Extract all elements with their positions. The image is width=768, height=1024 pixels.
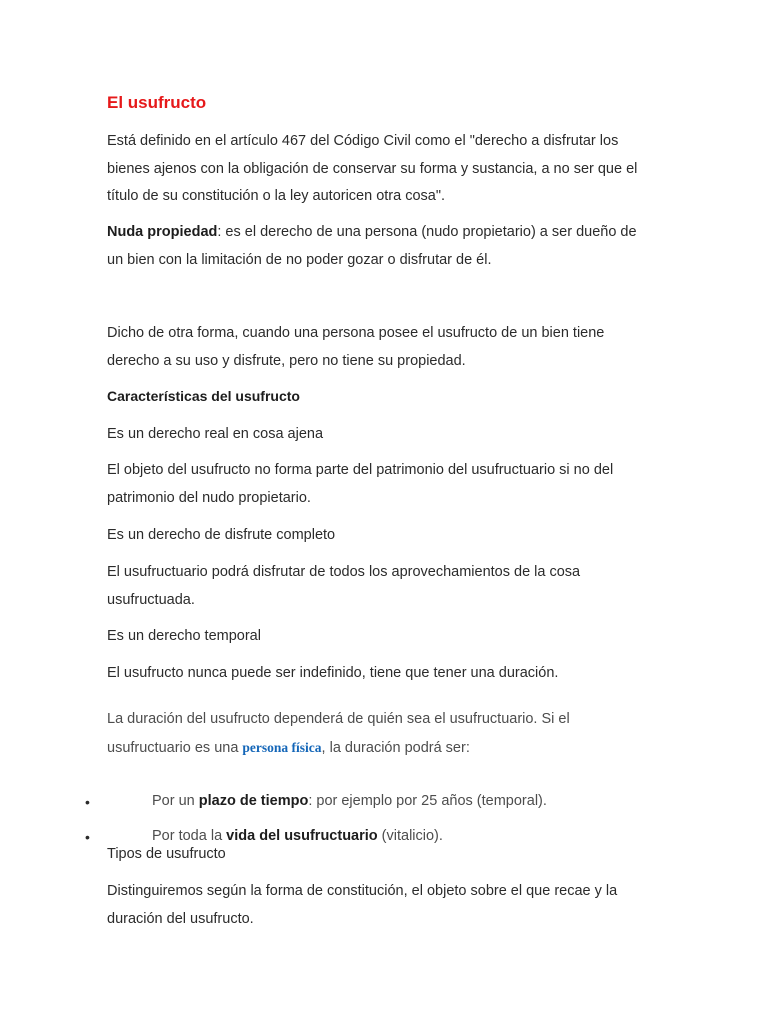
caracteristica-line: usufructuada. [107,591,195,608]
bullet-bold-text: vida del usufructuario [226,828,378,844]
page-title: El usufructo [107,93,207,112]
intro-paragraph [107,128,637,211]
bullet-text: (vitalicio). [377,828,443,844]
intro-line: Está definido en el artículo 467 del Código Civil como el "derecho a disfrutar los [107,133,619,149]
duracion-line: La duración del usufructo dependerá de quién sea el usufructuario. Si el [107,711,570,727]
bullet-text: Por un [152,793,199,809]
tipos-line: duración del usufructo. [107,910,254,927]
nuda-line: : es el derecho de una persona (nudo propietario) a ser dueño de [217,224,637,240]
caracteristica-line: El usufructuario podrá disfrutar de todos los aprovechamientos de la cosa [107,564,581,580]
caracteristica-item: Es un derecho de disfrute completo [107,527,336,543]
bullet-bold-text: plazo de tiempo [198,793,309,809]
intro-line: bienes ajenos con la obligación de conservar su forma y sustancia, a no ser que el [107,160,638,177]
persona-fisica-link[interactable]: persona física [242,739,322,755]
bullet-marker: • [85,794,90,810]
caracteristica-description [107,559,580,614]
caracteristica-description [107,457,613,512]
bullet-text: Por toda la [152,828,227,844]
bullet-text: : por ejemplo por 25 años (temporal). [308,793,547,809]
tipos-paragraph [107,878,617,933]
tipos-line: Distinguiremos según la forma de constitución, el objeto sobre el que recae y la [107,883,618,899]
tipos-heading: Tipos de usufructo [107,846,226,862]
caracteristica-item: Es un derecho real en cosa ajena [107,426,324,442]
caracteristica-line: El objeto del usufructo no forma parte del patrimonio del usufructuario si no del [107,462,614,478]
dicho-line: derecho a su uso y disfrute, pero no tiene su propiedad. [107,352,466,369]
duracion-line: , la duración podrá ser: [321,739,470,756]
dicho-paragraph [107,320,604,375]
intro-line: título de su constitución o la ley autoricen otra cosa". [107,188,446,204]
caracteristica-line: patrimonio del nudo propietario. [107,489,311,506]
nuda-propiedad-paragraph [107,219,637,274]
caracteristicas-heading: Características del usufructo [107,388,300,404]
dicho-line: Dicho de otra forma, cuando una persona posee el usufructo de un bien tiene [107,325,605,341]
duracion-line: usufructuario es una [107,739,243,756]
bullet-item [152,791,547,811]
duracion-paragraph [107,706,570,762]
nuda-propiedad-term: Nuda propiedad [107,224,218,240]
bullet-marker: • [85,829,90,845]
nuda-line: un bien con la limitación de no poder gozar o disfrutar de él. [107,251,492,268]
caracteristica-item: Es un derecho temporal [107,628,261,644]
caracteristica-description: El usufructo nunca puede ser indefinido, tiene que tener una duración. [107,665,559,681]
